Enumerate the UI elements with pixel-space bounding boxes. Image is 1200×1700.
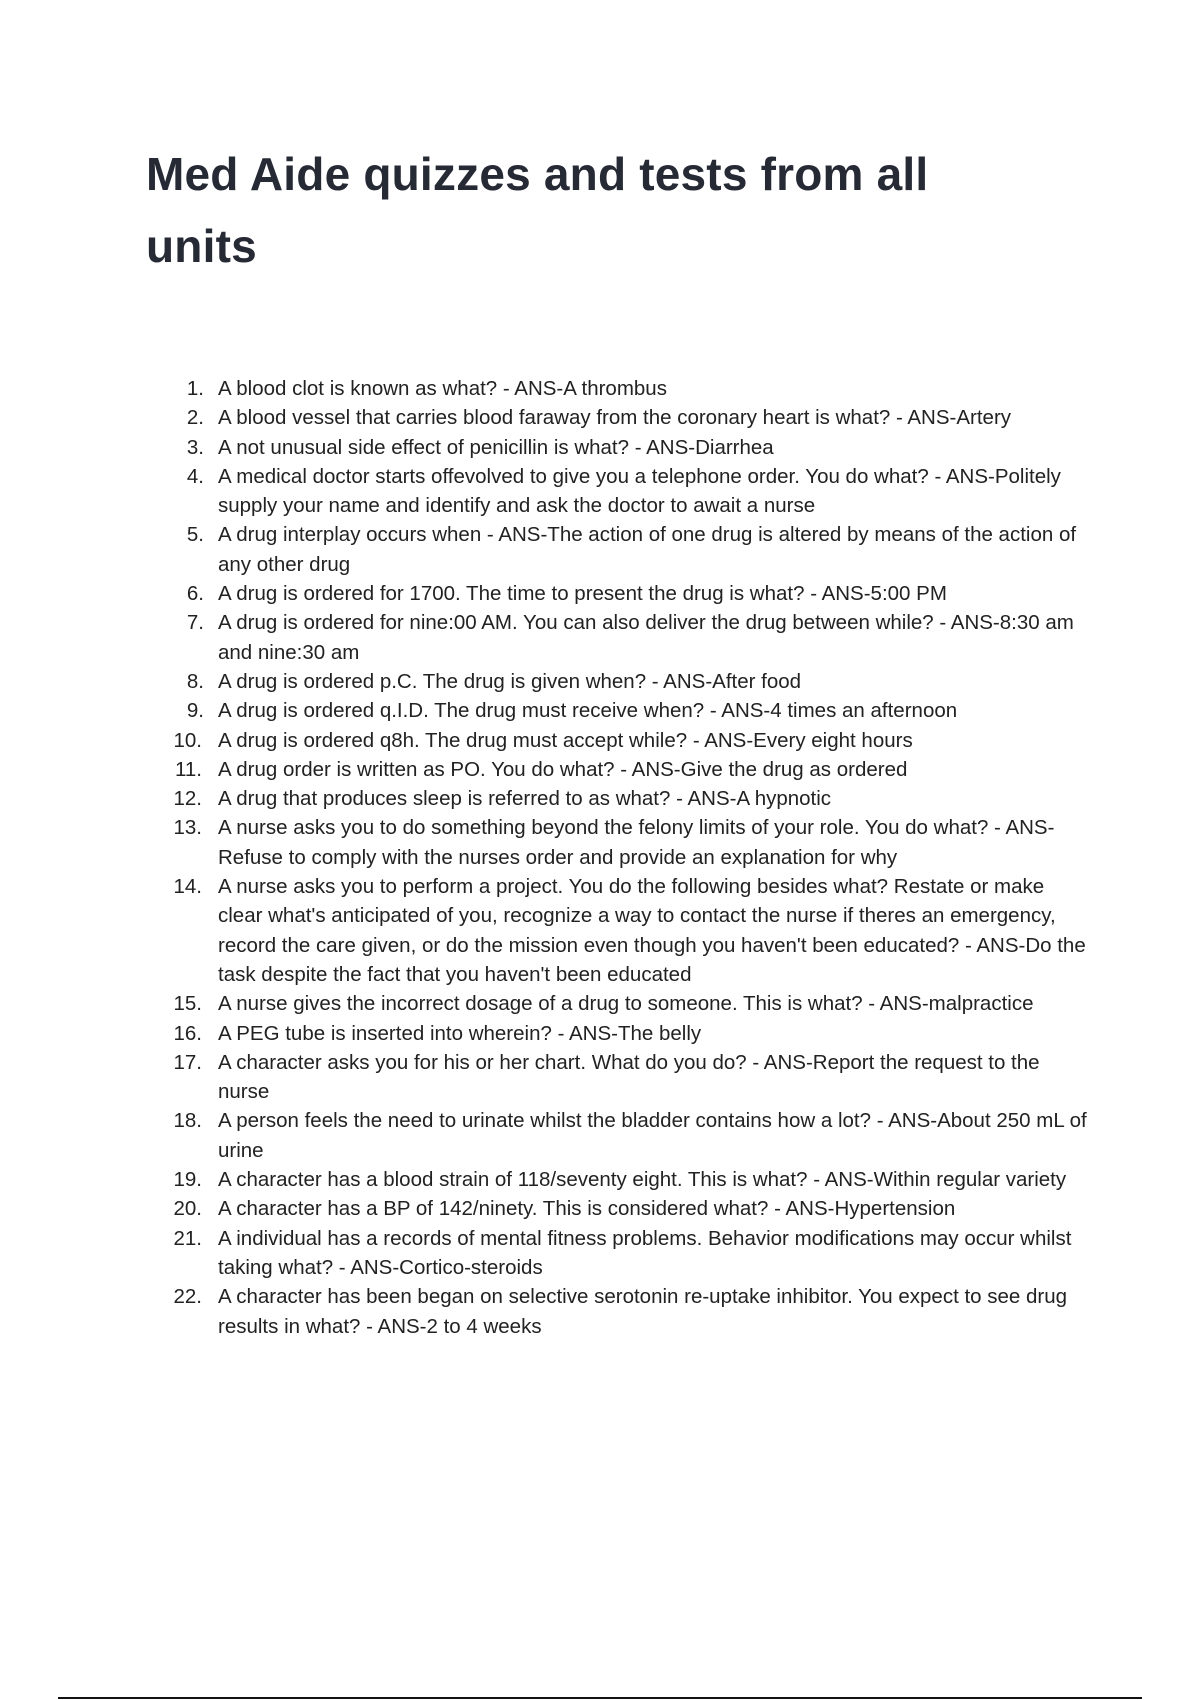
question-number: 21. [173, 1226, 202, 1250]
question-text: A character has a blood strain of 118/seventy eight. This is what? - ANS-Within regular variety [218, 1168, 1067, 1192]
question-item [180, 374, 1090, 403]
question-text: A drug is ordered for 1700. The time to present the drug is what? - ANS-5:00 PM [218, 582, 947, 606]
question-text: A drug is ordered q8h. The drug must accept while? - ANS-Every eight hours [218, 728, 913, 752]
question-item [180, 462, 1090, 521]
question-item [180, 433, 1090, 462]
question-item [173, 1048, 1090, 1107]
question-text: A drug that produces sleep is referred to as what? - ANS-A hypnotic [218, 787, 832, 811]
question-item [180, 520, 1090, 579]
question-number: 17. [173, 1050, 202, 1074]
question-item [180, 667, 1090, 696]
page-bottom-rule [58, 1697, 1142, 1699]
question-text: A drug interplay occurs when - ANS-The action of one drug is altered by means of the action of any other drug [218, 523, 1077, 576]
question-text: A nurse asks you to perform a project. You do the following besides what? Restate or make clear what's anticipated of you, recognize a way to contact the nurse if theres an emergency, record the care given, or do the mission even though you haven't been educated? - ANS-Do the task despite the fact that you haven't been educated [218, 875, 1086, 986]
question-item [173, 726, 1090, 755]
question-text: A blood vessel that carries blood faraway from the coronary heart is what? - ANS-Artery [218, 406, 1012, 430]
question-text: A drug is ordered q.I.D. The drug must receive when? - ANS-4 times an afternoon [218, 699, 958, 723]
question-number: 6. [186, 582, 204, 606]
question-number: 7. [186, 611, 204, 635]
question-item [173, 813, 1090, 872]
question-item [173, 1194, 1090, 1223]
question-text: A not unusual side effect of penicillin is what? - ANS-Diarrhea [218, 435, 774, 459]
question-text: A drug order is written as PO. You do what? - ANS-Give the drug as ordered [218, 757, 908, 781]
question-text: A blood clot is known as what? - ANS-A thrombus [218, 377, 667, 400]
question-item [173, 1165, 1090, 1194]
question-number: 3. [186, 435, 204, 459]
question-item [173, 872, 1090, 989]
question-text: A character has a BP of 142/ninety. This is considered what? - ANS-Hypertension [218, 1197, 956, 1221]
question-text: A nurse gives the incorrect dosage of a drug to someone. This is what? - ANS-malpractice [218, 992, 1034, 1016]
question-item [173, 1019, 1090, 1048]
question-text: A person feels the need to urinate whilst the bladder contains how a lot? - ANS-About 250 mL of urine [218, 1109, 1087, 1162]
question-number: 16. [173, 1021, 202, 1045]
question-item [173, 1224, 1090, 1283]
question-item [180, 608, 1090, 667]
question-text: A nurse asks you to do something beyond the felony limits of your role. You do what? - ANS-Refuse to comply with the nurses order and provide an explanation for why [218, 816, 1055, 869]
question-item [180, 403, 1090, 432]
question-item [173, 1106, 1090, 1165]
question-number: 1. [186, 377, 204, 400]
question-text: A character asks you for his or her chart. What do you do? - ANS-Report the request to the nurse [218, 1050, 1040, 1104]
question-number: 22. [173, 1285, 202, 1309]
question-item [173, 1282, 1090, 1341]
question-number: 10. [173, 728, 202, 752]
question-item [180, 579, 1090, 608]
question-number: 12. [173, 787, 202, 811]
question-number: 19. [173, 1168, 202, 1192]
question-text: A character has been began on selective serotonin re-uptake inhibitor. You expect to see drug results in what? - ANS-2 to 4 weeks [218, 1285, 1068, 1338]
question-number: 8. [186, 669, 204, 693]
question-number: 15. [173, 992, 202, 1016]
question-text: A PEG tube is inserted into wherein? - ANS-The belly [218, 1021, 702, 1045]
question-number: 5. [186, 523, 204, 547]
question-item [173, 989, 1090, 1018]
question-number: 2. [186, 406, 204, 430]
page-title: Med Aide quizzes and tests from all units [146, 148, 929, 272]
question-number: 9. [186, 699, 204, 723]
question-number: 20. [173, 1197, 202, 1221]
question-text: A drug is ordered for nine:00 AM. You can also deliver the drug between while? - ANS-8:30 am and nine:30 am [218, 611, 1074, 664]
question-number: 14. [173, 875, 202, 899]
question-item [173, 784, 1090, 813]
question-item [180, 696, 1090, 725]
question-number: 4. [186, 464, 204, 488]
question-text: A individual has a records of mental fitness problems. Behavior modifications may occur whilst taking what? - ANS-Cortico-steroids [218, 1226, 1072, 1279]
question-text: A drug is ordered p.C. The drug is given when? - ANS-After food [218, 669, 802, 693]
question-number: 18. [173, 1109, 202, 1133]
question-item [175, 755, 1090, 784]
question-list [173, 374, 1090, 1341]
question-number: 13. [173, 816, 202, 840]
question-number: 11. [175, 757, 202, 781]
question-text: A medical doctor starts offevolved to give you a telephone order. You do what? - ANS-Politely supply your name and identify and ask the doctor to await a nurse [218, 464, 1061, 518]
